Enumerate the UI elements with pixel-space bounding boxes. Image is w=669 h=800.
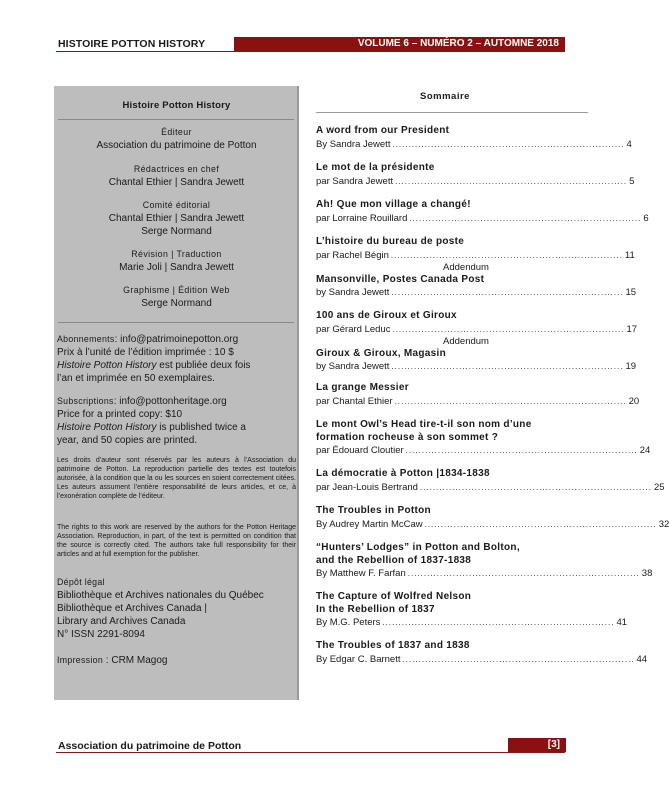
toc-entry[interactable]: The Troubles of 1837 and 1838 By Edgar C. Barnett ........................................................................ 44 xyxy=(316,640,648,665)
toc-author: By Edgar C. Barnett xyxy=(316,653,401,665)
toc-author: By Sandra Jewett xyxy=(316,138,391,150)
toc-title: The Troubles of 1837 and 1838 xyxy=(316,640,470,651)
toc-entry[interactable]: Ah! Que mon village a changé! par Lorraine Rouillard ........................................................................ 6 xyxy=(316,199,649,224)
credit-redactrices xyxy=(54,163,299,189)
toc-title-continued: In the Rebellion of 1837 xyxy=(316,603,435,615)
toc-author: By Matthew F. Farfan xyxy=(316,568,406,579)
credit-role: Comité éditorial xyxy=(142,200,211,210)
credit-name: Serge Normand xyxy=(141,298,212,309)
toc-page: 32 xyxy=(658,518,669,530)
toc-entry[interactable]: Le mont Owl’s Head tire-t-il son nom d’une formation rocheuse à son sommet ? par Édouard Cloutier ........................................................................ 24 xyxy=(316,419,651,456)
toc-page: 20 xyxy=(628,395,640,407)
rights-english: The rights to this work are reserved by the authors for the Potton Heritage Association. Reproduction, in part, of the text is permitted on condition that the source is correctly cited. The authors take full responsibility for their articles and at full exemption for the publisher. xyxy=(57,524,296,559)
toc-page: 6 xyxy=(643,212,649,224)
toc-page: 17 xyxy=(626,323,638,335)
toc-page: 41 xyxy=(616,617,628,628)
impression-value: : CRM Magog xyxy=(103,655,168,666)
abonnements-block xyxy=(57,333,297,385)
footer-rule xyxy=(56,752,565,753)
toc-entry[interactable]: A word from our President By Sandra Jewett ........................................................................ 4 xyxy=(316,125,632,150)
credit-name: Association du patrimoine de Potton xyxy=(96,140,257,151)
toc-author: By Audrey Martin McCaw xyxy=(316,518,423,530)
publication-name: Histoire Potton History xyxy=(57,422,157,433)
subscriptions-email: : info@pottonheritage.org xyxy=(113,396,227,407)
toc-title: Le mont Owl’s Head tire-t-il son nom d’une xyxy=(316,419,532,430)
publication-name: Histoire Potton History xyxy=(57,360,157,371)
toc-page: 24 xyxy=(639,445,651,456)
toc-entry[interactable]: “Hunters’ Lodges” in Potton and Bolton, and the Rebellion of 1837-1838 By Matthew F. Farfan ........................................................................ 38 xyxy=(316,542,653,579)
toc-title-continued: formation rocheuse à son sommet ? xyxy=(316,431,499,443)
toc-author: par Gérard Leduc xyxy=(316,323,391,335)
depot-line: Library and Archives Canada xyxy=(57,616,186,627)
rights-french: Les droits d’auteur sont réservés par les auteurs à l’Association du patrimoine de Potton. La reproduction partielle des textes est toutefois autorisée, à la condition que la ou les sources en soient correctement citées. Les auteurs assument l’entière responsabilité de leurs articles, et ce, à l’exonération complète de l’éditeur. xyxy=(57,457,296,501)
masthead-rule-bottom xyxy=(58,322,294,323)
toc-author: par Sandra Jewett xyxy=(316,175,394,187)
running-header-volume: VOLUME 6 – NUMÉRO 2 – AUTOMNE 2018 xyxy=(234,37,565,51)
subscriptions-frequency: is published twice a xyxy=(156,422,246,433)
toc-title: “Hunters’ Lodges” in Potton and Bolton, xyxy=(316,542,520,553)
toc-title: The Troubles in Potton xyxy=(316,505,431,516)
header-rule xyxy=(56,51,565,52)
toc-author: par Édouard Cloutier xyxy=(316,445,404,456)
toc-entry[interactable]: La démocratie à Potton |1834-1838 par Jean-Louis Bertrand ........................................................................ 25 xyxy=(316,468,665,493)
toc-title: A word from our President xyxy=(316,125,450,136)
masthead-rule-top xyxy=(58,119,294,120)
toc-title: Giroux & Giroux, Magasin xyxy=(316,347,446,359)
credit-name: Marie Joli | Sandra Jewett xyxy=(119,262,234,273)
credit-role: Éditeur xyxy=(161,127,192,137)
toc-title: L’histoire du bureau de poste xyxy=(316,236,465,247)
credit-graphisme xyxy=(54,284,299,310)
subscriptions-block xyxy=(57,395,297,447)
toc-title: Ah! Que mon village a changé! xyxy=(316,199,471,210)
toc-entry[interactable]: 100 ans de Giroux et Giroux par Gérard Leduc ........................................................................ 17 Addendum Giroux & Giroux, Magasin by Sandra Jewett ........................................................................ 19 xyxy=(316,310,638,372)
toc-title-continued: and the Rebellion of 1837-1838 xyxy=(316,554,472,566)
toc-title: La démocratie à Potton |1834-1838 xyxy=(316,468,490,479)
sommaire-title: Sommaire xyxy=(420,91,470,102)
credit-role: Rédactrices en chef xyxy=(133,164,220,174)
toc-addendum-label: Addendum xyxy=(443,261,489,273)
subscriptions-label: Subscriptions xyxy=(57,396,114,406)
toc-title: Le mot de la présidente xyxy=(316,162,435,173)
credit-revision xyxy=(54,248,299,274)
credit-name: Chantal Ethier | Sandra Jewett xyxy=(108,177,245,188)
credit-role: Révision | Traduction xyxy=(131,249,222,259)
abonnements-price: Prix à l’unité de l’édition imprimée : 10 $ xyxy=(57,347,234,358)
credit-name: Serge Normand xyxy=(141,226,212,237)
toc-page: 11 xyxy=(624,249,635,261)
footer-organization: Association du patrimoine de Potton xyxy=(58,740,242,752)
toc-page: 5 xyxy=(629,175,635,187)
issn: N° ISSN 2291-8094 xyxy=(57,629,145,640)
toc-author: par Chantal Ethier xyxy=(316,395,393,407)
toc-entry[interactable]: The Troubles in Potton By Audrey Martin McCaw ........................................................................ 32 xyxy=(316,505,669,530)
depot-legal-block xyxy=(57,576,297,641)
impression-line xyxy=(57,654,297,667)
toc-page: 4 xyxy=(626,138,632,150)
abonnements-copies: l’an et imprimée en 50 exemplaires. xyxy=(57,373,215,384)
toc-page: 25 xyxy=(653,481,665,493)
toc-author: by Sandra Jewett xyxy=(316,287,390,298)
toc-author: by Sandra Jewett xyxy=(316,361,390,372)
toc-entry[interactable]: L’histoire du bureau de poste par Rachel Bégin ........................................................................ 11 Addendum Mansonville, Postes Canada Post by Sandra Jewett ........................................................................ 15 xyxy=(316,236,637,298)
depot-line: Bibliothèque et Archives nationales du Québec xyxy=(57,590,264,601)
abonnements-label: Abonnements xyxy=(57,334,115,344)
depot-label: Dépôt légal xyxy=(57,577,105,587)
toc-entry[interactable]: Le mot de la présidente par Sandra Jewett ........................................................................ 5 xyxy=(316,162,635,187)
subscriptions-copies: year, and 50 copies are printed. xyxy=(57,435,198,446)
impression-label: Impression xyxy=(57,655,104,665)
depot-line: Bibliothèque et Archives Canada | xyxy=(57,603,207,614)
subscriptions-price: Price for a printed copy: $10 xyxy=(57,409,183,420)
abonnements-frequency: est publiée deux fois xyxy=(156,360,251,371)
toc-title: La grange Messier xyxy=(316,382,409,393)
toc-addendum-label: Addendum xyxy=(443,335,489,347)
toc-author: par Jean-Louis Bertrand xyxy=(316,481,418,493)
toc-page: 44 xyxy=(636,653,648,665)
credit-name: Chantal Ethier | Sandra Jewett xyxy=(108,213,245,224)
masthead-title: Histoire Potton History xyxy=(122,100,231,111)
credit-role: Graphisme | Édition Web xyxy=(123,285,230,295)
running-header-title: HISTOIRE POTTON HISTORY xyxy=(58,38,206,50)
toc-page: 38 xyxy=(641,568,653,579)
abonnements-email: : info@patrimoinepotton.org xyxy=(114,334,239,345)
toc-title: 100 ans de Giroux et Giroux xyxy=(316,310,457,321)
toc-author: By M.G. Peters xyxy=(316,617,381,628)
masthead-panel xyxy=(54,86,299,700)
credit-editeur xyxy=(54,126,299,152)
toc-page: 19 xyxy=(625,361,637,372)
toc-author: par Lorraine Rouillard xyxy=(316,212,408,224)
credit-comite xyxy=(54,199,299,238)
toc-entry[interactable]: La grange Messier par Chantal Ethier ........................................................................ 20 xyxy=(316,382,640,407)
toc-title: Mansonville, Postes Canada Post xyxy=(316,273,485,285)
page-number: [3] xyxy=(508,738,566,752)
toc-title: The Capture of Wolfred Nelson xyxy=(316,591,472,602)
toc-author: par Rachel Bégin xyxy=(316,249,389,261)
toc-entry[interactable]: The Capture of Wolfred Nelson In the Rebellion of 1837 By M.G. Peters ........................................................................ 41 xyxy=(316,591,628,628)
toc-page: 15 xyxy=(625,287,637,298)
sommaire-rule xyxy=(316,112,588,113)
